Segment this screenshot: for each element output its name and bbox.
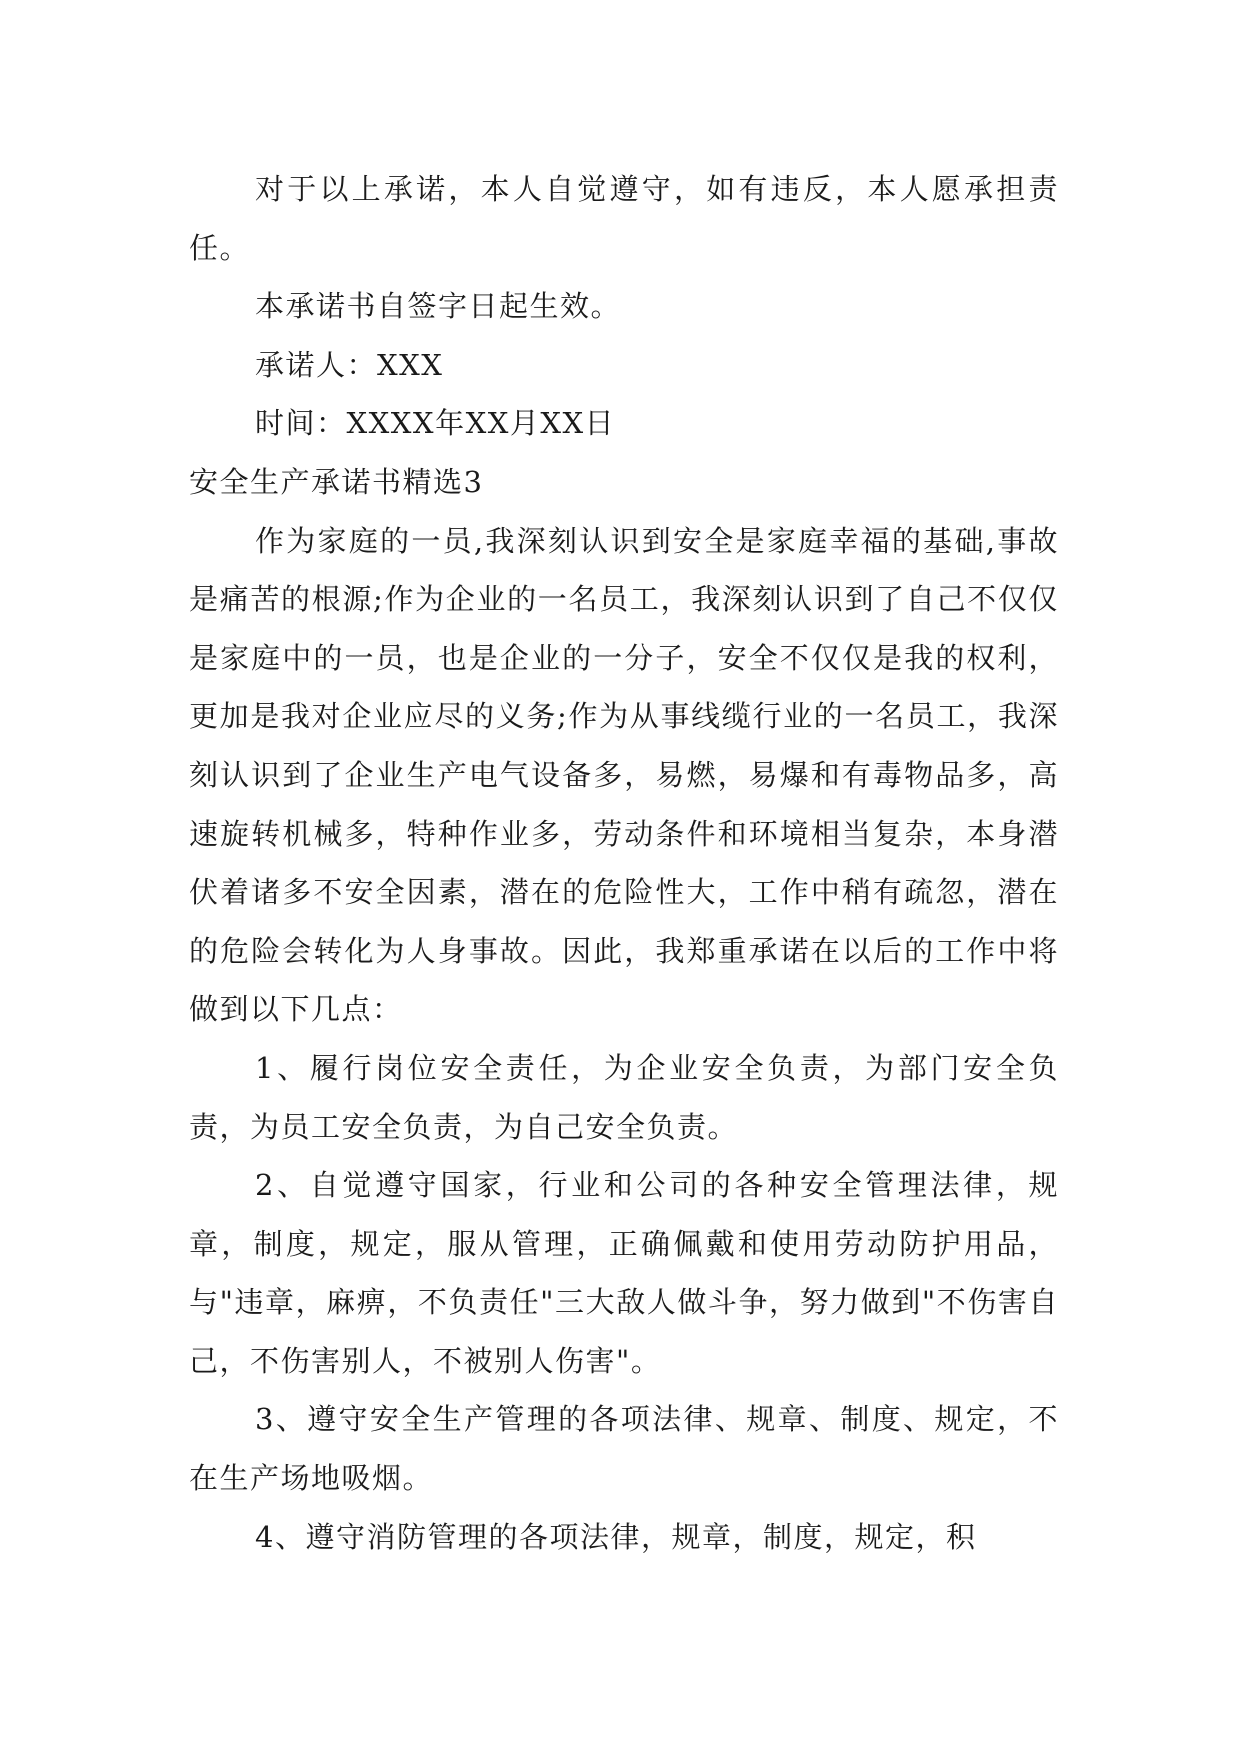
paragraph-signer: 承诺人：XXX [255, 347, 444, 382]
paragraph-item-3: 3、遵守安全生产管理的各项法律、规章、制度、规定，不在生产场地吸烟。 [189, 1402, 1059, 1496]
paragraph-effective-date: 本承诺书自签字日起生效。 [255, 289, 622, 324]
paragraph-commitment-responsibility: 对于以上承诺，本人自觉遵守，如有违反，本人愿承担责任。 [189, 172, 1059, 265]
section-heading: 安全生产承诺书精选3 [189, 464, 484, 499]
paragraph-item-1: 1、履行岗位安全责任，为企业安全负责，为部门安全负责，为员工安全负责，为自己安全负责。 [189, 1050, 1059, 1144]
paragraph-introduction: 作为家庭的一员,我深刻认识到安全是家庭幸福的基础,事故是痛苦的根源;作为企业的一名员工，我深刻认识到了自己不仅仅是家庭中的一员，也是企业的一分子，安全不仅仅是我的权利，更加是我对企业应尽的义务;作为从事线缆行业的一名员工，我深刻认识到了企业生产电气设备多，易燃，易爆和有毒物品多，高速旋转机械多，特种作业多，劳动条件和环境相当复杂，本身潜伏着诸多不安全因素，潜在的危险性大，工作中稍有疏忽，潜在的危险会转化为人身事故。因此，我郑重承诺在以后的工作中将做到以下几点： [189, 523, 1059, 1027]
paragraph-date: 时间：XXXX年XX月XX日 [255, 406, 616, 441]
paragraph-item-2: 2、自觉遵守国家，行业和公司的各种安全管理法律，规章，制度，规定，服从管理，正确佩戴和使用劳动防护用品，与"违章，麻痹，不负责任"三大敌人做斗争，努力做到"不伤害自己，不伤害别人，不被别人伤害"。 [189, 1168, 1059, 1378]
document-page [189, 160, 1059, 1566]
paragraph-item-4: 4、遵守消防管理的各项法律，规章，制度，规定，积 [255, 1519, 977, 1554]
